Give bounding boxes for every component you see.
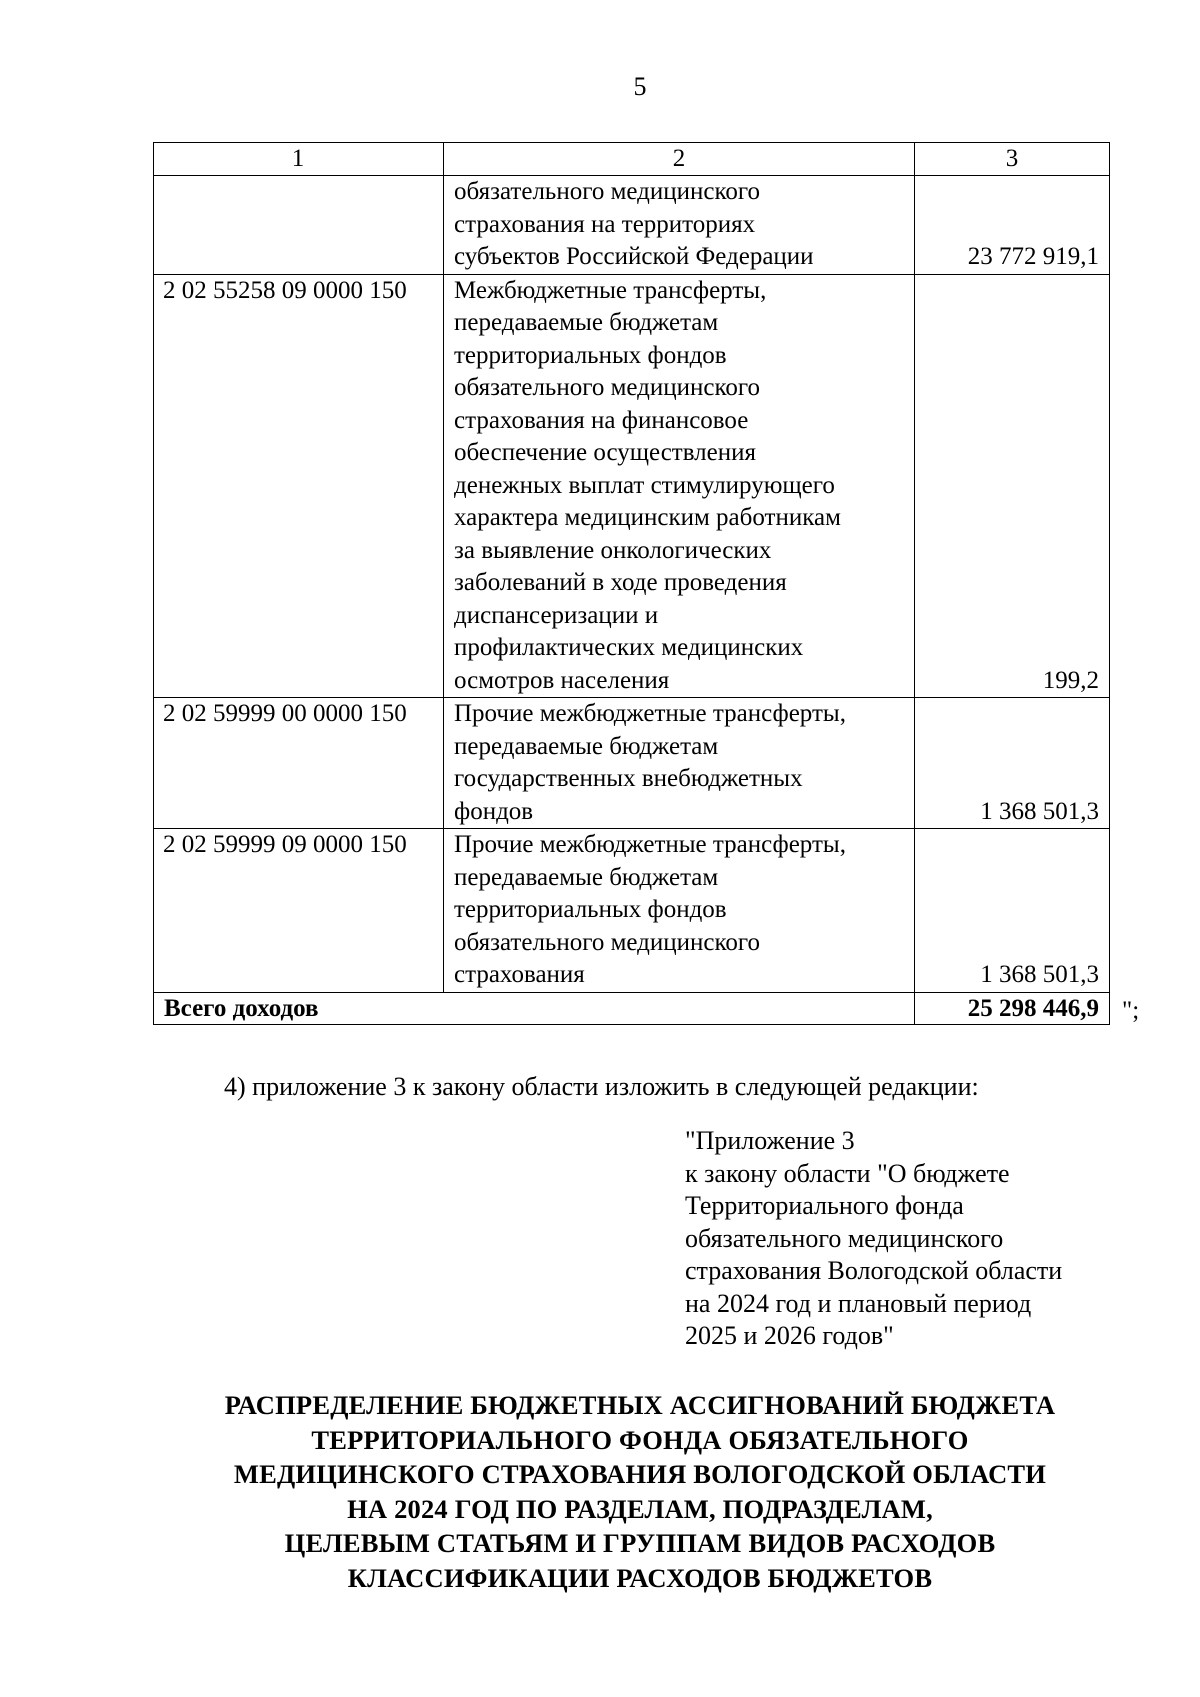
row-amount: 1 368 501,3 xyxy=(915,829,1110,993)
row-code: 2 02 59999 09 0000 150 xyxy=(154,829,444,993)
table-row xyxy=(154,274,1110,698)
page-number: 5 xyxy=(633,72,647,101)
row-amount: 1 368 501,3 xyxy=(915,698,1110,829)
income-table xyxy=(153,142,1110,1025)
total-row xyxy=(154,992,1110,1024)
row-description: Прочие межбюджетные трансферты, передаваемые бюджетам государственных внебюджетных фондов xyxy=(454,700,846,825)
header-col-1: 1 xyxy=(154,143,444,176)
row-amount: 23 772 919,1 xyxy=(915,176,1110,275)
table-row xyxy=(154,698,1110,829)
instruction-paragraph: 4) приложение 3 к закону области изложить в следующей редакции: xyxy=(224,1072,979,1101)
section-title: РАСПРЕДЕЛЕНИЕ БЮДЖЕТНЫХ АССИГНОВАНИЙ БЮДЖЕТА ТЕРРИТОРИАЛЬНОГО ФОНДА ОБЯЗАТЕЛЬНОГО МЕДИЦИНСКОГО СТРАХОВАНИЯ ВОЛОГОДСКОЙ ОБЛАСТИ НА 2024 ГОД ПО РАЗДЕЛАМ, ПОДРАЗДЕЛАМ, ЦЕЛЕВЫМ СТАТЬЯМ И ГРУППАМ ВИДОВ РАСХОДОВ КЛАССИФИКАЦИИ РАСХОДОВ БЮДЖЕТОВ xyxy=(224,1390,1056,1593)
appendix-note: "Приложение 3 к закону области "О бюджете Территориального фонда обязательного медицинского страхования Вологодской области на 2024 год и плановый период 2025 и 2026 годов" xyxy=(685,1126,1063,1350)
total-label: Всего доходов xyxy=(154,992,915,1024)
header-col-2: 2 xyxy=(444,143,915,176)
row-code: 2 02 59999 00 0000 150 xyxy=(154,698,444,829)
header-col-3: 3 xyxy=(915,143,1110,176)
row-code xyxy=(154,176,444,275)
table-row xyxy=(154,829,1110,993)
table-header-row xyxy=(154,143,1110,176)
total-amount: 25 298 446,9 xyxy=(915,992,1110,1024)
closing-quote-mark: "; xyxy=(1122,997,1140,1024)
row-description: Прочие межбюджетные трансферты, передаваемые бюджетам территориальных фондов обязательного медицинского страхования xyxy=(454,831,846,988)
table-row xyxy=(154,176,1110,275)
row-description: Межбюджетные трансферты, передаваемые бюджетам территориальных фондов обязательного медицинского страхования на финансовое обеспечение осуществления денежных выплат стимулирующего характера медицинским работникам за выявление онкологических заболеваний в ходе проведения диспансеризации и профилактических медицинских осмотров населения xyxy=(454,276,841,694)
row-amount: 199,2 xyxy=(915,274,1110,698)
row-description: обязательного медицинского страхования на территориях субъектов Российской Федерации xyxy=(454,178,814,270)
row-code: 2 02 55258 09 0000 150 xyxy=(154,274,444,698)
